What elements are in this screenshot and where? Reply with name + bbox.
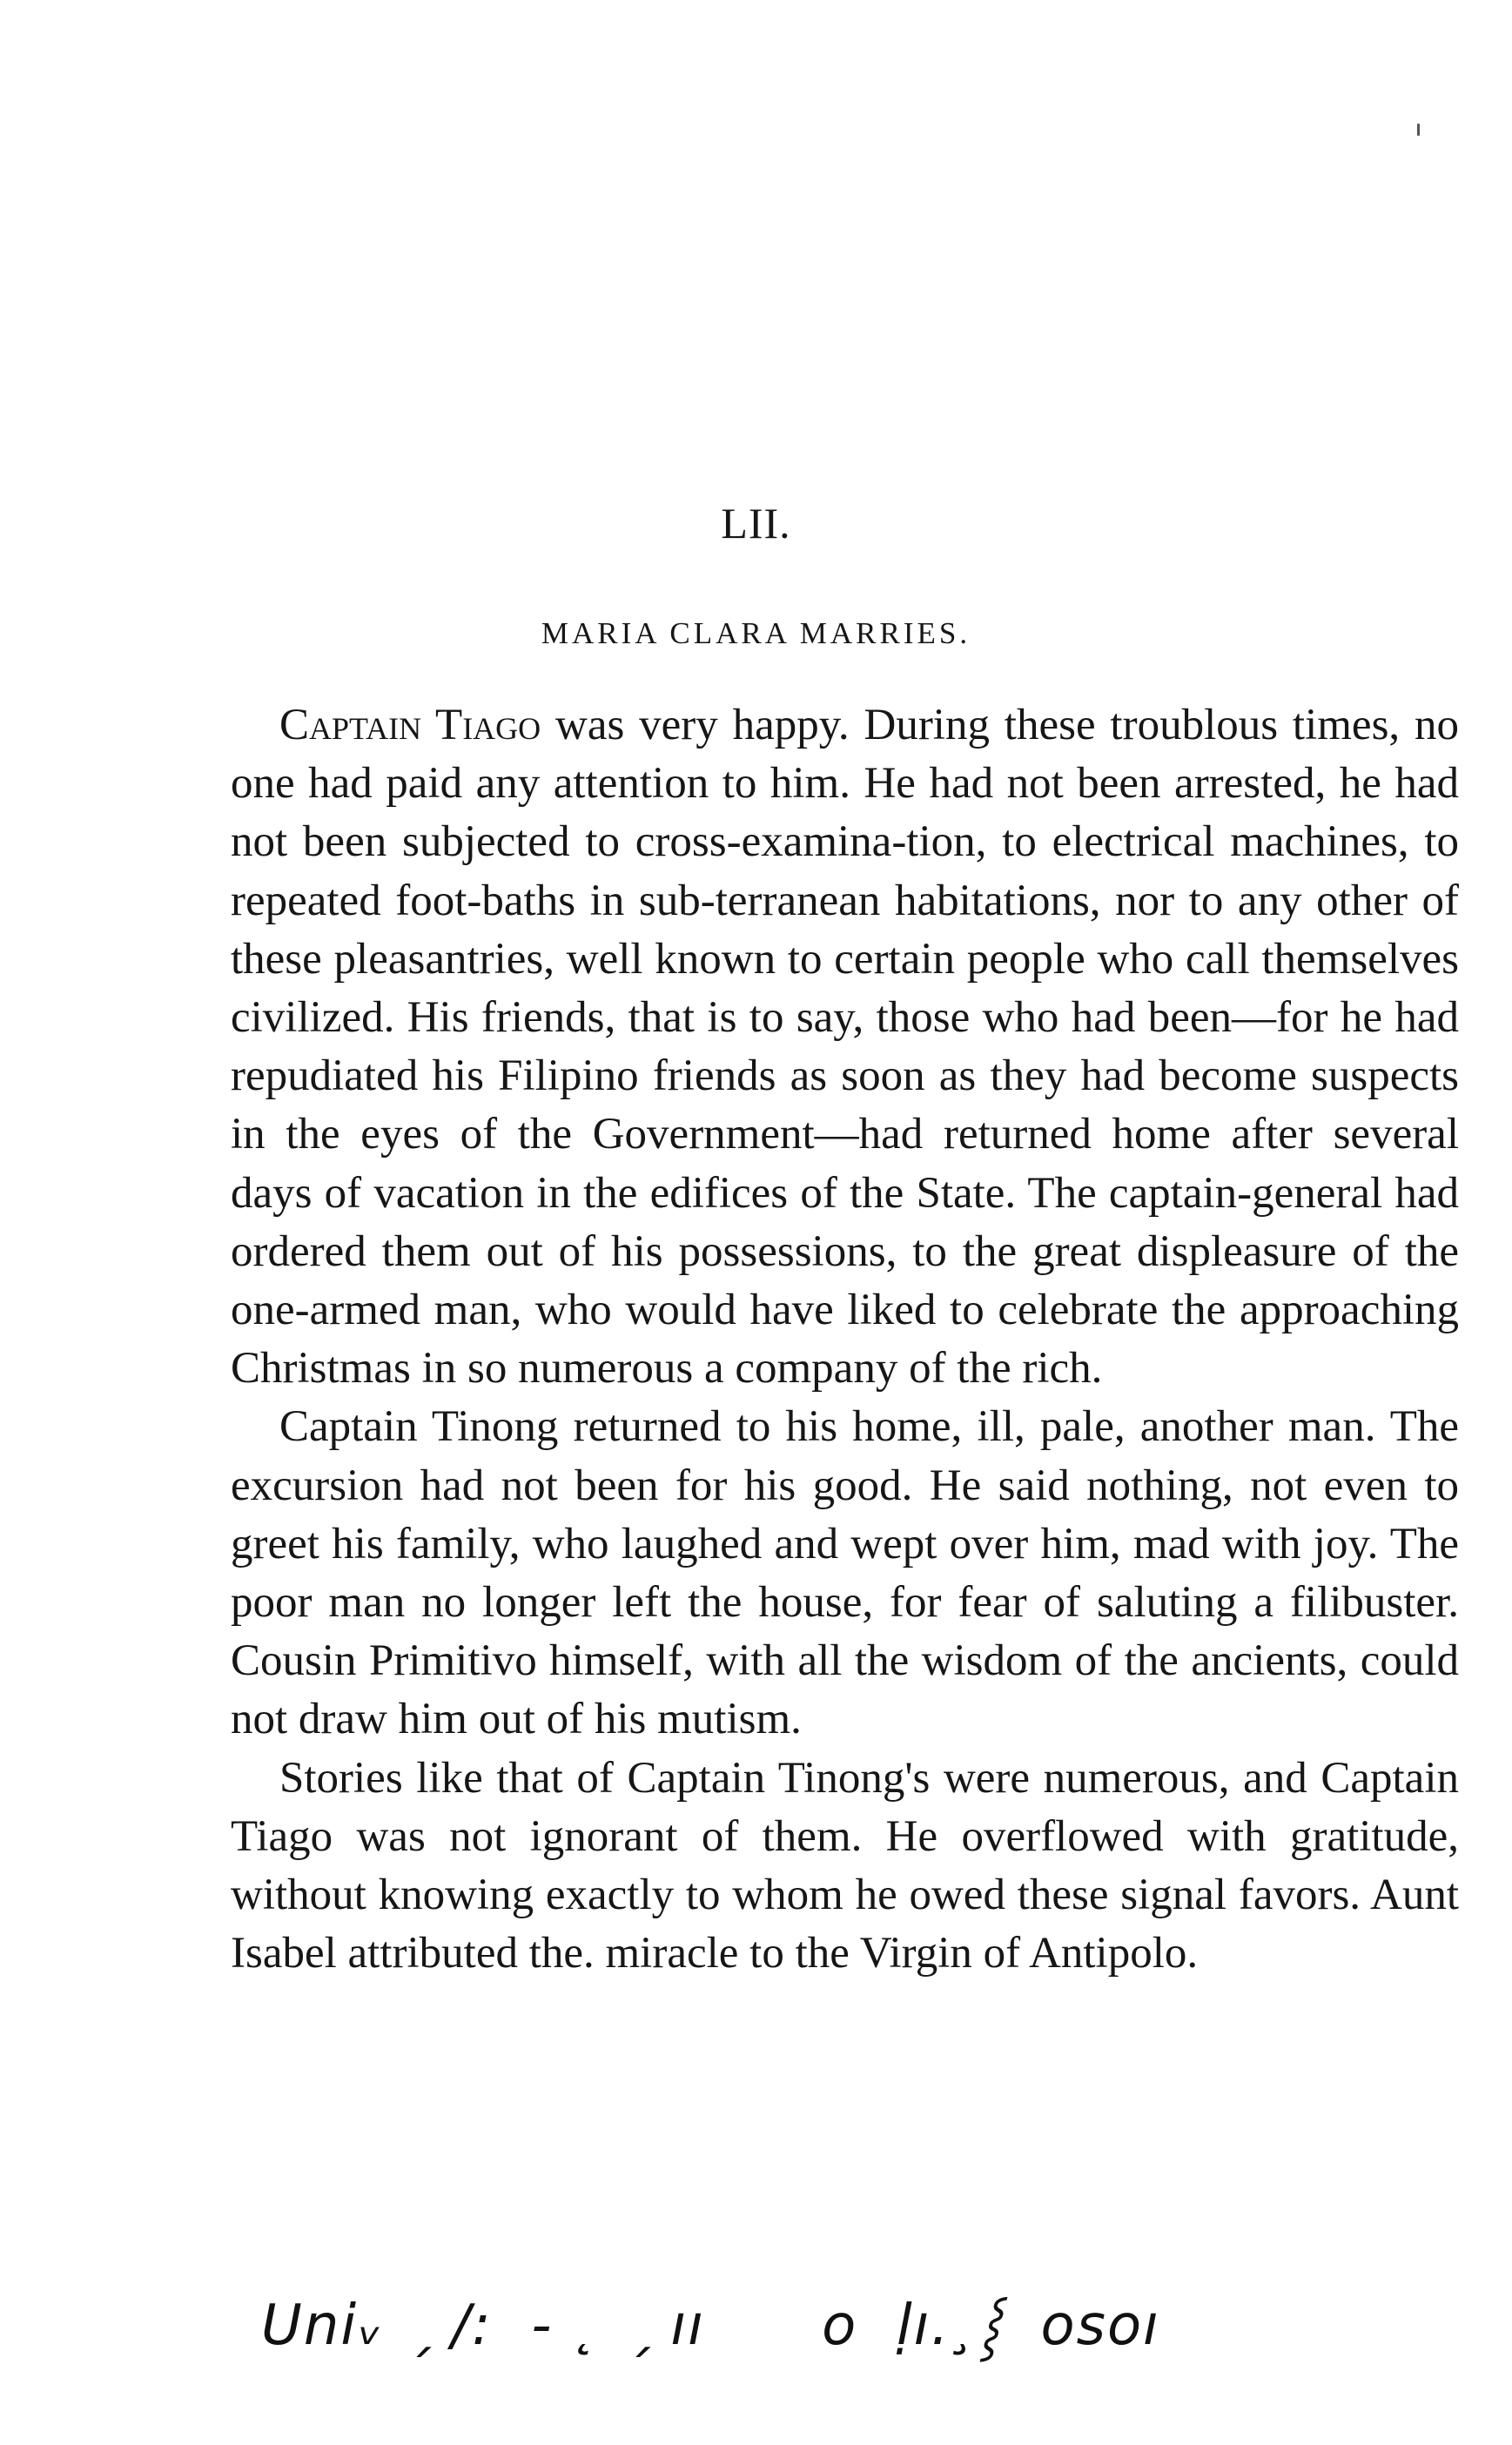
page-speck	[1417, 124, 1420, 136]
library-stamp: Uniᵥ ˏ /: - ˛ ˏ ıı o ḷı.¸⸾ osoı	[261, 2294, 1160, 2358]
paragraph-lead: Captain Tiago	[279, 701, 541, 749]
chapter-title: MARIA CLARA MARRIES.	[541, 616, 971, 650]
paragraph-1	[231, 696, 1459, 1398]
paragraph-text: was very happy. During these troublous times, no one had paid any attention to him. He had not been arrested, he had not been subjected to cross-examina-tion, to electrical machines, to repeated foot-baths in sub-terranean habitations, nor to any other of these pleasantries, well known to certain people who call themselves civilized. His friends, that is to say, those who had been—for he had repudiated his Filipino friends as soon as they had become suspects in the eyes of the Government—had returned home after several days of vacation in the edifices of the State. The captain-general had ordered them out of his possessions, to the great displeasure of the one-armed man, who would have liked to celebrate the approaching Christmas in so numerous a company of the rich.	[231, 701, 1459, 1394]
paragraph-2: Captain Tinong returned to his home, ill, pale, another man. The excursion had not been for his good. He said nothing, not even to greet his family, who laughed and wept over him, mad with joy. The poor man no longer left the house, for fear of saluting a filibuster. Cousin Primitivo himself, with all the wisdom of the ancients, could not draw him out of his mutism.	[231, 1402, 1459, 1744]
chapter-body	[231, 696, 1459, 1983]
paragraph-3: Stories like that of Captain Tinong's were numerous, and Captain Tiago was not ignorant of them. He overflowed with gratitude, without knowing exactly to whom he owed these signal favors. Aunt Isabel attributed the. miracle to the Virgin of Antipolo.	[231, 1753, 1459, 1978]
chapter-number: LII.	[721, 499, 791, 547]
